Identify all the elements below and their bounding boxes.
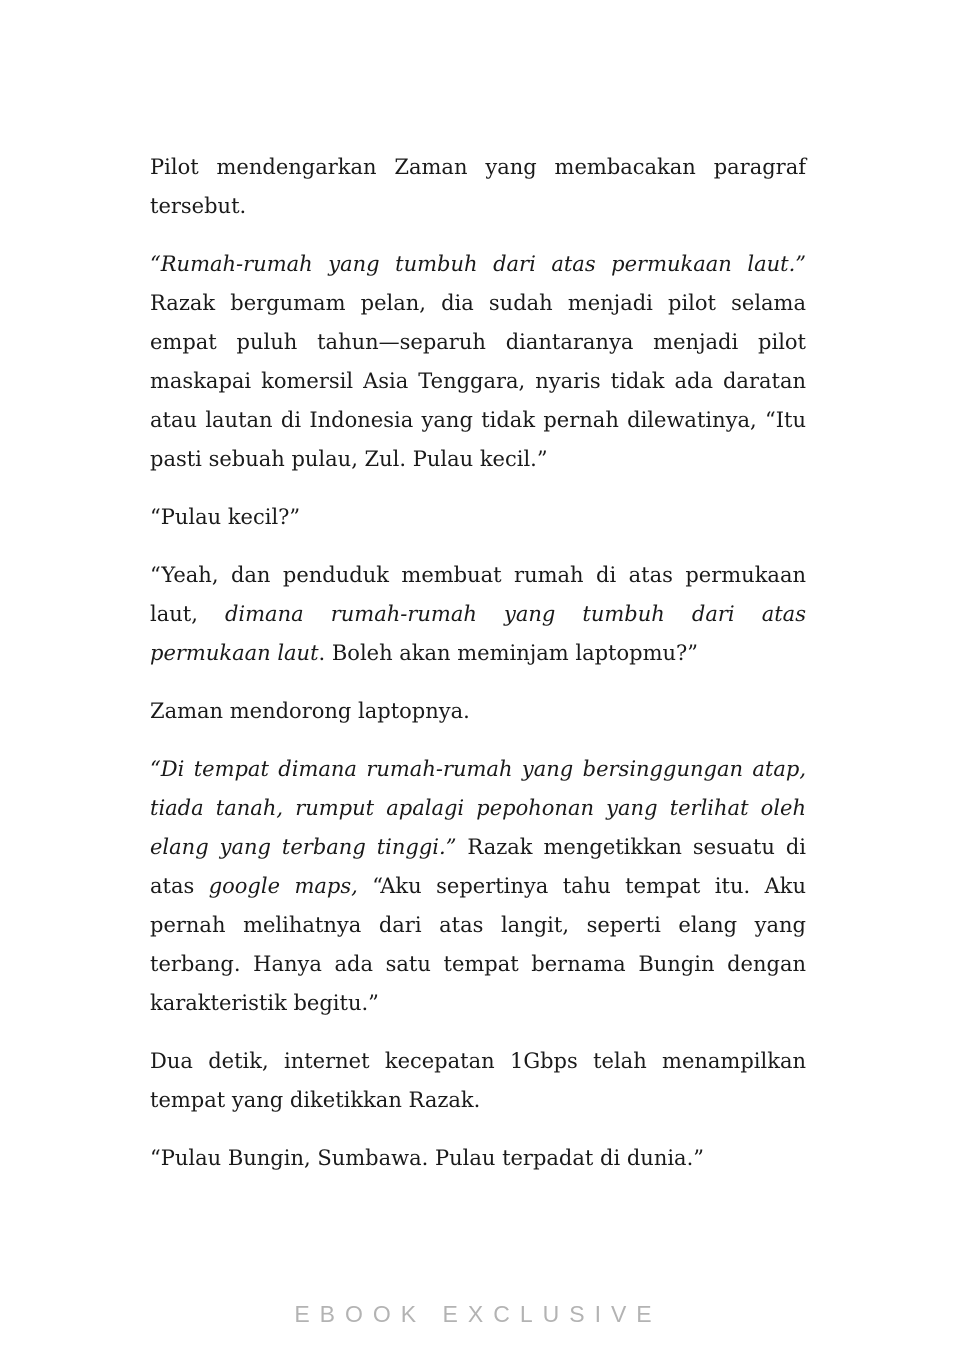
paragraph-6-italic: “Di tempat dimana rumah-rumah yang bersinggungan atap, tiada tanah, rumput apalagi pepohonan yang terlihat oleh elang yang terbang tinggi.” [150, 757, 806, 859]
paragraph-8-text: “Pulau Bungin, Sumbawa. Pulau terpadat di dunia.” [150, 1146, 704, 1170]
paragraph-6-text-end: “Aku sepertinya tahu tempat itu. Aku pernah melihatnya dari atas langit, seperti elang yang terbang. Hanya ada satu tempat bernama Bungin dengan karakteristik begitu.” [150, 874, 807, 1015]
ebook-exclusive-footer: EBOOK EXCLUSIVE [294, 1301, 662, 1327]
paragraph-2-italic: “Rumah-rumah yang tumbuh dari atas permukaan laut.” [150, 252, 806, 276]
paragraph-3-text: “Pulau kecil?” [150, 505, 301, 529]
paragraph-8 [150, 1139, 806, 1178]
paragraph-4-text-start: “Yeah, dan penduduk membuat rumah di atas permukaan laut, [150, 563, 806, 626]
paragraph-4-italic: dimana rumah-rumah yang tumbuh dari atas permukaan laut [150, 602, 806, 665]
paragraph-3 [150, 498, 806, 537]
paragraph-4 [150, 556, 806, 673]
paragraph-4-text-end: . Boleh akan meminjam laptopmu?” [318, 641, 699, 665]
paragraph-5 [150, 692, 806, 731]
paragraph-1 [150, 148, 806, 226]
paragraph-6-italic-2: google maps, [208, 874, 358, 898]
paragraph-5-text: Zaman mendorong laptopnya. [150, 699, 470, 723]
paragraph-2-text: Razak bergumam pelan, dia sudah menjadi pilot selama empat puluh tahun—separuh diantaranya menjadi pilot maskapai komersil Asia Tenggara, nyaris tidak ada daratan atau lautan di Indonesia yang tidak pernah dilewatinya, “Itu pasti sebuah pulau, Zul. Pulau kecil.” [150, 291, 806, 471]
paragraph-2 [150, 245, 806, 479]
paragraph-7 [150, 1042, 806, 1120]
paragraph-1-text: Pilot mendengarkan Zaman yang membacakan paragraf tersebut. [150, 155, 806, 218]
paragraph-6 [150, 750, 806, 1023]
paragraph-7-text: Dua detik, internet kecepatan 1Gbps telah menampilkan tempat yang diketikkan Razak. [150, 1049, 806, 1112]
paragraph-6-text-mid: Razak mengetikkan sesuatu di atas [150, 835, 806, 898]
body-text [150, 148, 806, 1197]
